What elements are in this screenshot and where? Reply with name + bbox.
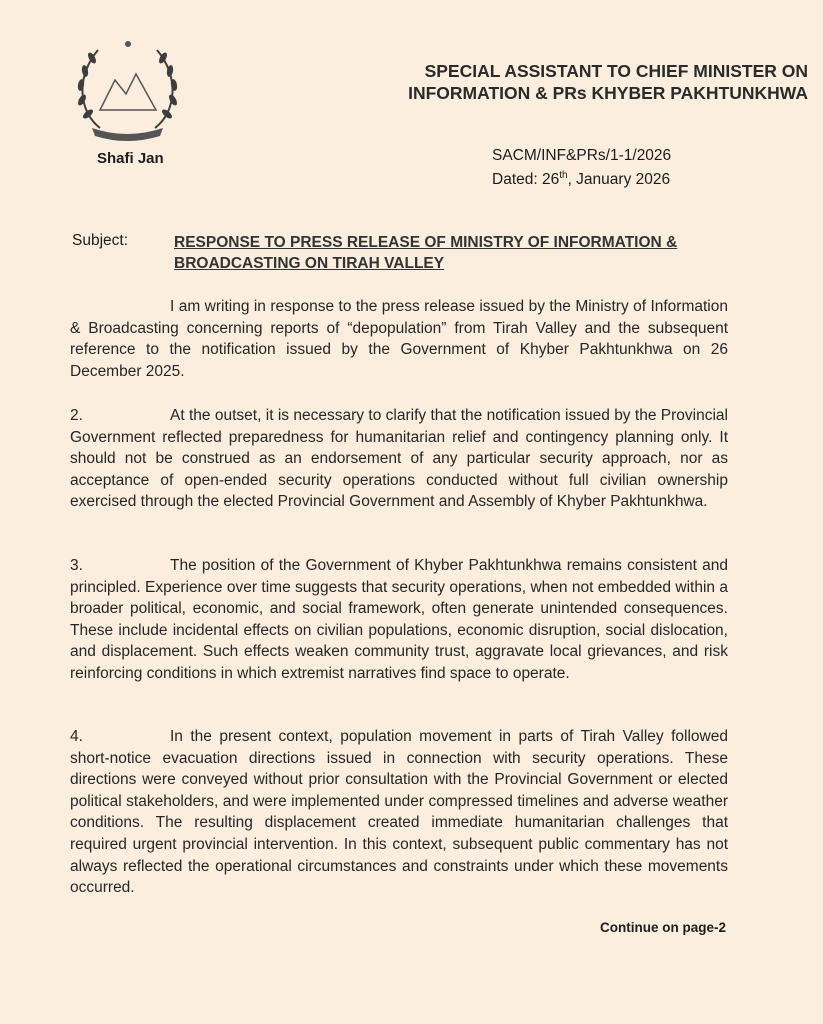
paragraph-4: 4. In the present context, population movement in parts of Tirah Valley followed short-notice evacuation directions issued in connection with security operations. These directions were conveyed without prior consultation with the Provincial Government or elected political stakeholders, and were implemented under compressed timelines and adverse weather conditions. The resulting displacement created immediate humanitarian challenges that required urgent provincial intervention. In this context, subsequent public commentary has not always reflected the operational circumstances and constraints under which these movements occurred.	[70, 728, 728, 897]
paragraph-2: 2. At the outset, it is necessary to clarify that the notification issued by the Provincial Government reflected preparedness for humanitarian relief and contingency planning only. It should not be construed as an endorsement of any particular security approach, nor as acceptance of open-ended security operations conducted without full civilian ownership exercised through the elected Provincial Government and Assembly of Khyber Pakhtunkhwa.	[70, 407, 728, 511]
reference-block	[492, 146, 671, 190]
office-title: SPECIAL ASSISTANT TO CHIEF MINISTER ON INFORMATION & PRs KHYBER PAKHTUNKHWA	[408, 61, 808, 103]
paragraph-number: 2.	[70, 407, 83, 424]
subject-text: RESPONSE TO PRESS RELEASE OF MINISTRY OF INFORMATION & BROADCASTING ON TIRAH VALLEY	[174, 234, 678, 272]
paragraph-1: I am writing in response to the press release issued by the Ministry of Information & Broadcasting concerning reports of “depopulation” from Tirah Valley and the subsequent reference to the notification issued by the Government of Khyber Pakhtunkhwa on 26 December 2025.	[70, 298, 728, 380]
paragraph-number: 4.	[70, 728, 83, 745]
government-emblem-icon	[70, 36, 185, 146]
paragraph-3: 3. The position of the Government of Khyber Pakhtunkhwa remains consistent and principled. Experience over time suggests that security operations, when not embedded within a broader political, economic, and social framework, often generate unintended consequences. These include incidental effects on civilian populations, economic disruption, social dislocation, and displacement. Such effects weaken community trust, aggravate local grievances, and risk reinforcing conditions in which extremist narratives find space to operate.	[70, 557, 728, 682]
paragraph-number: 3.	[70, 557, 83, 574]
subject-label: Subject:	[72, 232, 129, 249]
reference-number: SACM/INF&PRs/1-1/2026	[492, 147, 672, 164]
continue-note: Continue on page-2	[600, 920, 726, 935]
author-name: Shafi Jan	[97, 150, 164, 167]
letter-date: Dated: 26th, January 2026	[492, 170, 671, 189]
